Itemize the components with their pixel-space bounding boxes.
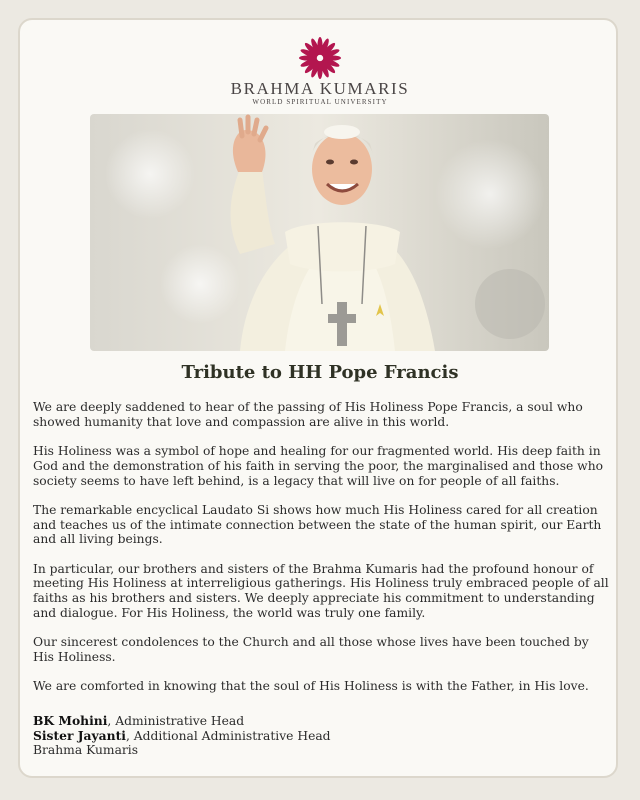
pope-photo — [90, 114, 549, 351]
paragraph: In particular, our brothers and sisters of the Brahma Kumaris had the profound honour of meeting His Holiness at interreligious gatherings. His Holiness truly embraced people of all faiths as his brothers and sisters. We deeply appreciate his commitment to understanding and dialogue. For His Holiness, the world was truly one family. — [33, 561, 609, 620]
organization-name: Brahma Kumaris — [33, 743, 139, 758]
brand-subtitle: WORLD SPIRITUAL UNIVERSITY — [252, 98, 388, 106]
paragraph: We are deeply saddened to hear of the passing of His Holiness Pope Francis, a soul who showed humanity that love and compassion are alive in this world. — [33, 400, 583, 429]
paragraph: The remarkable encyclical Laudato Si shows how much His Holiness cared for all creation and teaches us of the intimate connection between the state of the human spirit, our Earth and all living beings. — [33, 502, 602, 547]
signatory-name: Sister Jayanti — [33, 727, 126, 743]
signature-line — [33, 729, 331, 744]
paragraph: His Holiness was a symbol of hope and healing for our fragmented world. His deep faith in God and the demonstration of his faith in serving the poor, the marginalised and those who society seems to have left behind, is a legacy that will live on for people of all faiths. — [33, 444, 604, 488]
paragraph: We are comforted in knowing that the soul of His Holiness is with the Father, in His love. — [33, 679, 589, 694]
tribute-title: Tribute to HH Pope Francis — [181, 362, 459, 383]
paragraph: Our sincerest condolences to the Church and all those whose lives have been touched by His Holiness. — [33, 635, 589, 664]
signatory-role: , Additional Administrative Head — [125, 728, 331, 743]
signatory-role: , Administrative Head — [107, 714, 245, 728]
signature-block — [33, 714, 331, 758]
brahma-kumaris-logo-icon — [296, 34, 344, 82]
brand-name: BRAHMA KUMARIS — [230, 79, 410, 98]
signatory-name: BK Mohini — [33, 713, 108, 728]
signature-line — [33, 714, 331, 729]
tribute-body — [33, 400, 613, 709]
